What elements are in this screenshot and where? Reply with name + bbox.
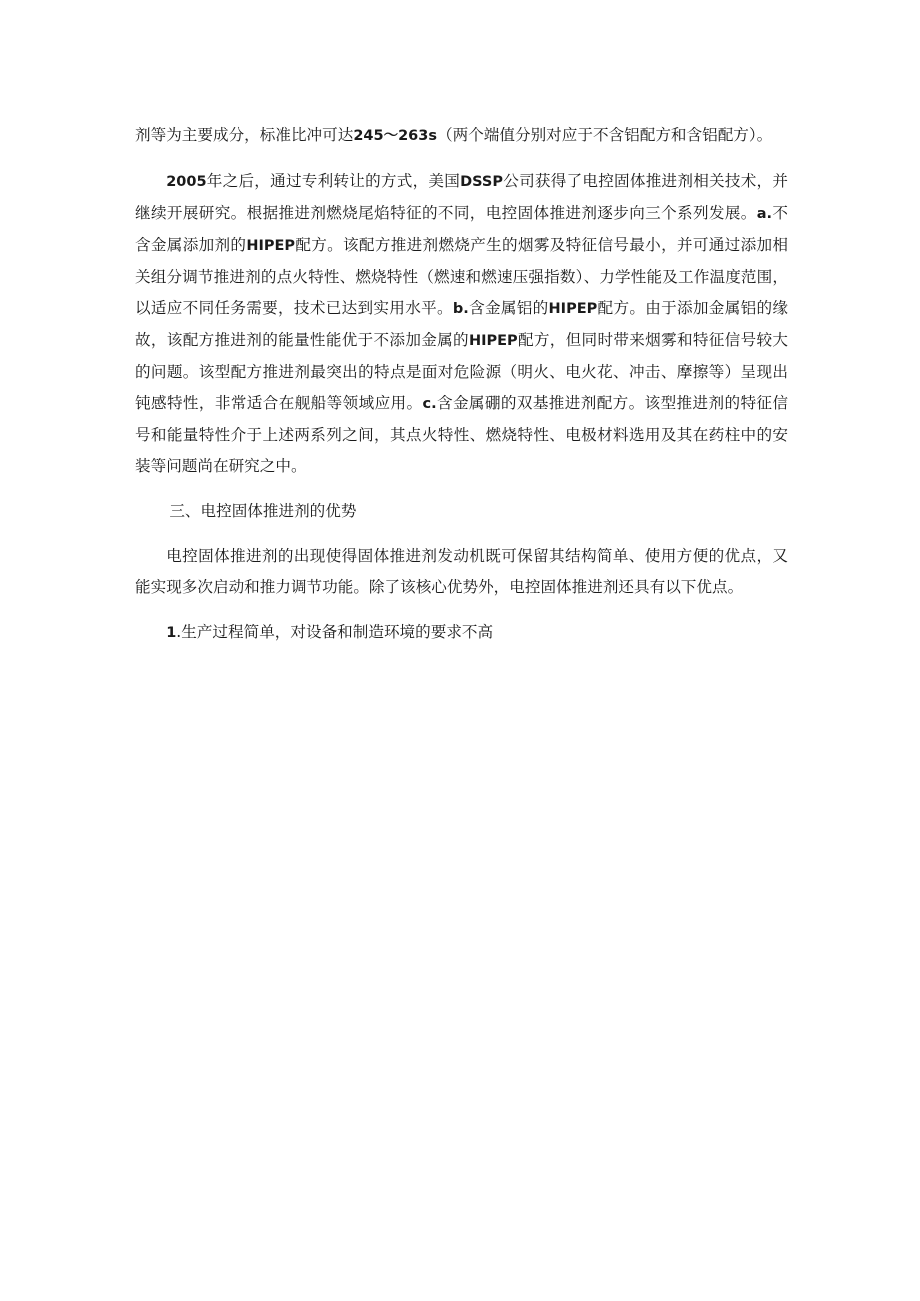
bold-run: a. [756, 206, 773, 222]
bold-run: HIPEP [548, 301, 598, 317]
paragraph-advantages: 电控固体推进剂的出现使得固体推进剂发动机既可保留其结构简单、使用方便的优点，又能实现多次启动和推力调节功能。除了该核心优势外，电控固体推进剂还具有以下优点。 [135, 547, 788, 596]
paragraph-dssp-development [135, 166, 788, 482]
list-item-text: .生产过程简单，对设备和制造环境的要求不高 [176, 623, 494, 641]
bold-run: HIPEP [246, 238, 296, 254]
text-run: 剂等为主要成分，标准比冲可达 [135, 126, 354, 144]
bold-run: HIPEP [468, 333, 518, 349]
paragraph-specific-impulse [135, 120, 788, 152]
bold-run: c. [422, 396, 437, 412]
bold-run: b. [452, 301, 469, 317]
list-item-number: 1 [166, 625, 177, 641]
text-run: 公司获得了电控固体推进剂相关技术，并继续开展研究。根据推进剂燃烧尾焰特征的不同，电控固体推进剂逐步向三个系列发展。 [135, 172, 788, 222]
list-item-1 [135, 617, 788, 649]
bold-run: DSSP [460, 174, 503, 190]
section-heading: 三、电控固体推进剂的优势 [169, 502, 357, 520]
text-run: 配方。该配方推进剂燃烧产生的烟雾及特征信号最小，并可通过添加相关组分调节推进剂的点火特性、燃烧特性（燃速和燃速压强指数）、力学性能及工作温度范围，以适应不同任务需要，技术已达到实用水平。 [135, 236, 788, 317]
bold-run: 245～263s [353, 128, 437, 144]
document-body [135, 120, 788, 649]
text-run: 配方，但同时带来烟雾和特征信号较大的问题。该型配方推进剂最突出的特点是面对危险源（明火、电火花、冲击、摩擦等）呈现出钝感特性，非常适合在舰船等领域应用。 [135, 331, 788, 412]
text-run: 含金属硼的双基推进剂配方。该型推进剂的特征信号和能量特性介于上述两系列之间，其点火特性、燃烧特性、电极材料选用及其在药柱中的安装等问题尚在研究之中。 [135, 394, 788, 475]
text-run: 含金属铝的 [468, 299, 549, 317]
text-run: 年之后，通过专利转让的方式，美国 [206, 172, 461, 190]
bold-run: 2005 [166, 174, 207, 190]
text-run: （两个端值分别对应于不含铝配方和含铝配方）。 [437, 126, 773, 144]
text-run: 不含金属添加剂的 [135, 204, 788, 254]
text-run: 配方。由于添加金属铝的缘故，该配方推进剂的能量性能优于不添加金属的 [135, 299, 788, 349]
